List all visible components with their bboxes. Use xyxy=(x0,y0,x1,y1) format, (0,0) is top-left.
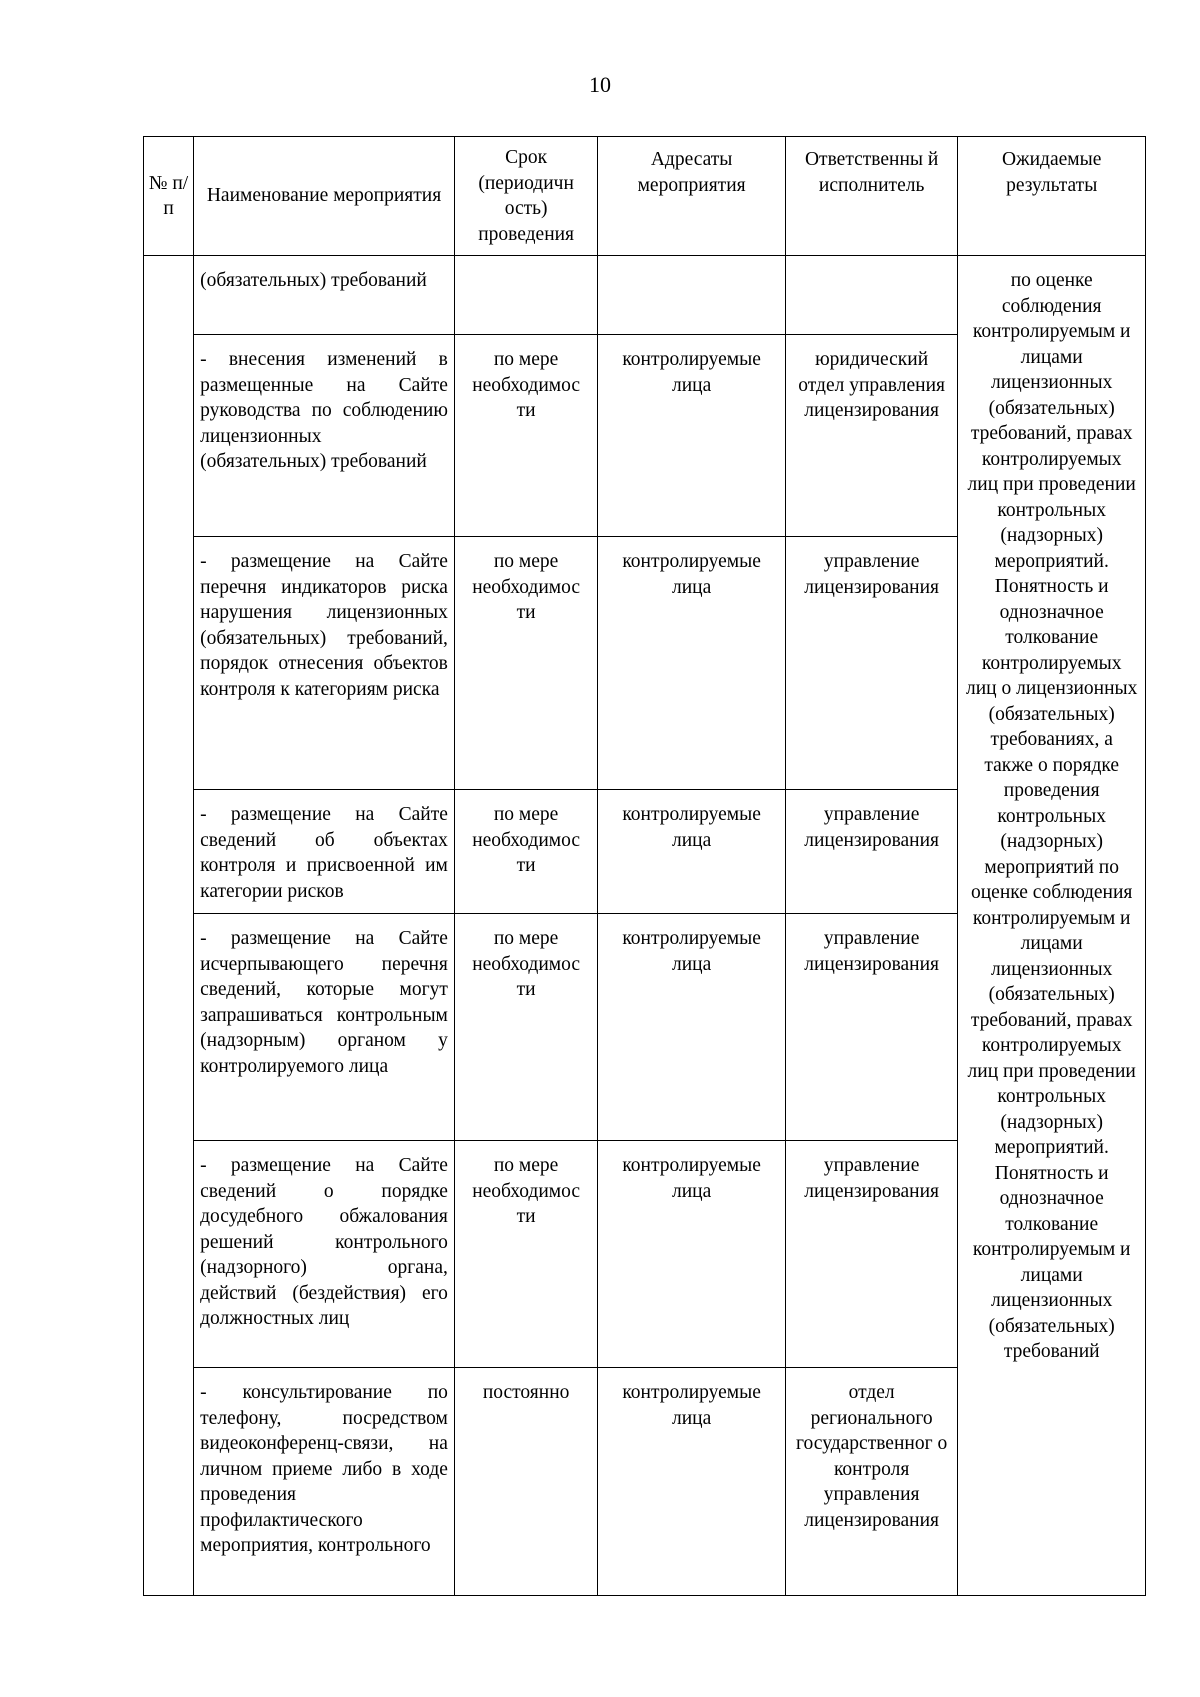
term-cell xyxy=(454,256,597,335)
addressees-cell: контролируемые лица xyxy=(598,790,786,914)
expected-results-cell: по оценке соблюдения контролируемым и лицами лицензионных (обязательных) требований, правах контролируемых лиц при проведении контрольных (надзорных) мероприятий. Понятность и однозначное толкование контролируемых лиц о лицензионных (обязательных) требованиях, а также о порядке проведения контрольных (надзорных) мероприятий по оценке соблюдения контролируемым и лицами лицензионных (обязательных) требований, правах контролируемых лиц при проведении контрольных (надзорных) мероприятий. Понятность и однозначное толкование контролируемым и лицами лицензионных (обязательных) требований xyxy=(958,256,1146,1596)
term-cell: по мере необходимос ти xyxy=(454,335,597,537)
header-expected-results: Ожидаемые результаты xyxy=(958,137,1146,256)
responsible-cell xyxy=(785,256,958,335)
page-number: 10 xyxy=(589,72,611,97)
term-cell: постоянно xyxy=(454,1368,597,1596)
activity-name-cell: - размещение на Сайте исчерпывающего перечня сведений, которые могут запрашиваться контрольным (надзорным) органом у контролируемого лица xyxy=(194,914,455,1141)
responsible-cell: управление лицензирования xyxy=(785,537,958,790)
responsible-cell: юридический отдел управления лицензирования xyxy=(785,335,958,537)
table-row xyxy=(144,256,1146,335)
term-cell: по мере необходимос ти xyxy=(454,537,597,790)
activity-name-cell: - консультирование по телефону, посредством видеоконференц-связи, на личном приеме либо в ходе проведения профилактического мероприятия, контрольного xyxy=(194,1368,455,1596)
term-cell: по мере необходимос ти xyxy=(454,1141,597,1368)
activity-name-cell: (обязательных) требований xyxy=(194,256,455,335)
header-addressees: Адресаты мероприятия xyxy=(598,137,786,256)
header-term: Срок (периодичн ость) проведения xyxy=(454,137,597,256)
number-cell xyxy=(144,256,194,1596)
header-responsible: Ответственны й исполнитель xyxy=(785,137,958,256)
responsible-cell: управление лицензирования xyxy=(785,1141,958,1368)
addressees-cell: контролируемые лица xyxy=(598,914,786,1141)
header-number: № п/п xyxy=(144,137,194,256)
addressees-cell: контролируемые лица xyxy=(598,1368,786,1596)
addressees-cell xyxy=(598,256,786,335)
responsible-cell: управление лицензирования xyxy=(785,914,958,1141)
term-cell: по мере необходимос ти xyxy=(454,790,597,914)
addressees-cell: контролируемые лица xyxy=(598,537,786,790)
activity-name-cell: - размещение на Сайте сведений об объектах контроля и присвоенной им категории рисков xyxy=(194,790,455,914)
responsible-cell: управление лицензирования xyxy=(785,790,958,914)
activity-name-cell: - внесения изменений в размещенные на Сайте руководства по соблюдению лицензионных (обязательных) требований xyxy=(194,335,455,537)
header-activity-name: Наименование мероприятия xyxy=(194,137,455,256)
activity-name-cell: - размещение на Сайте перечня индикаторов риска нарушения лицензионных (обязательных) требований, порядок отнесения объектов контроля к категориям риска xyxy=(194,537,455,790)
table-header-row xyxy=(144,137,1146,256)
activities-table xyxy=(143,136,1146,1596)
addressees-cell: контролируемые лица xyxy=(598,1141,786,1368)
activity-name-cell: - размещение на Сайте сведений о порядке досудебного обжалования решений контрольного (надзорного) органа, действий (бездействия) его должностных лиц xyxy=(194,1141,455,1368)
responsible-cell: отдел регионального государственног о контроля управления лицензирования xyxy=(785,1368,958,1596)
term-cell: по мере необходимос ти xyxy=(454,914,597,1141)
addressees-cell: контролируемые лица xyxy=(598,335,786,537)
